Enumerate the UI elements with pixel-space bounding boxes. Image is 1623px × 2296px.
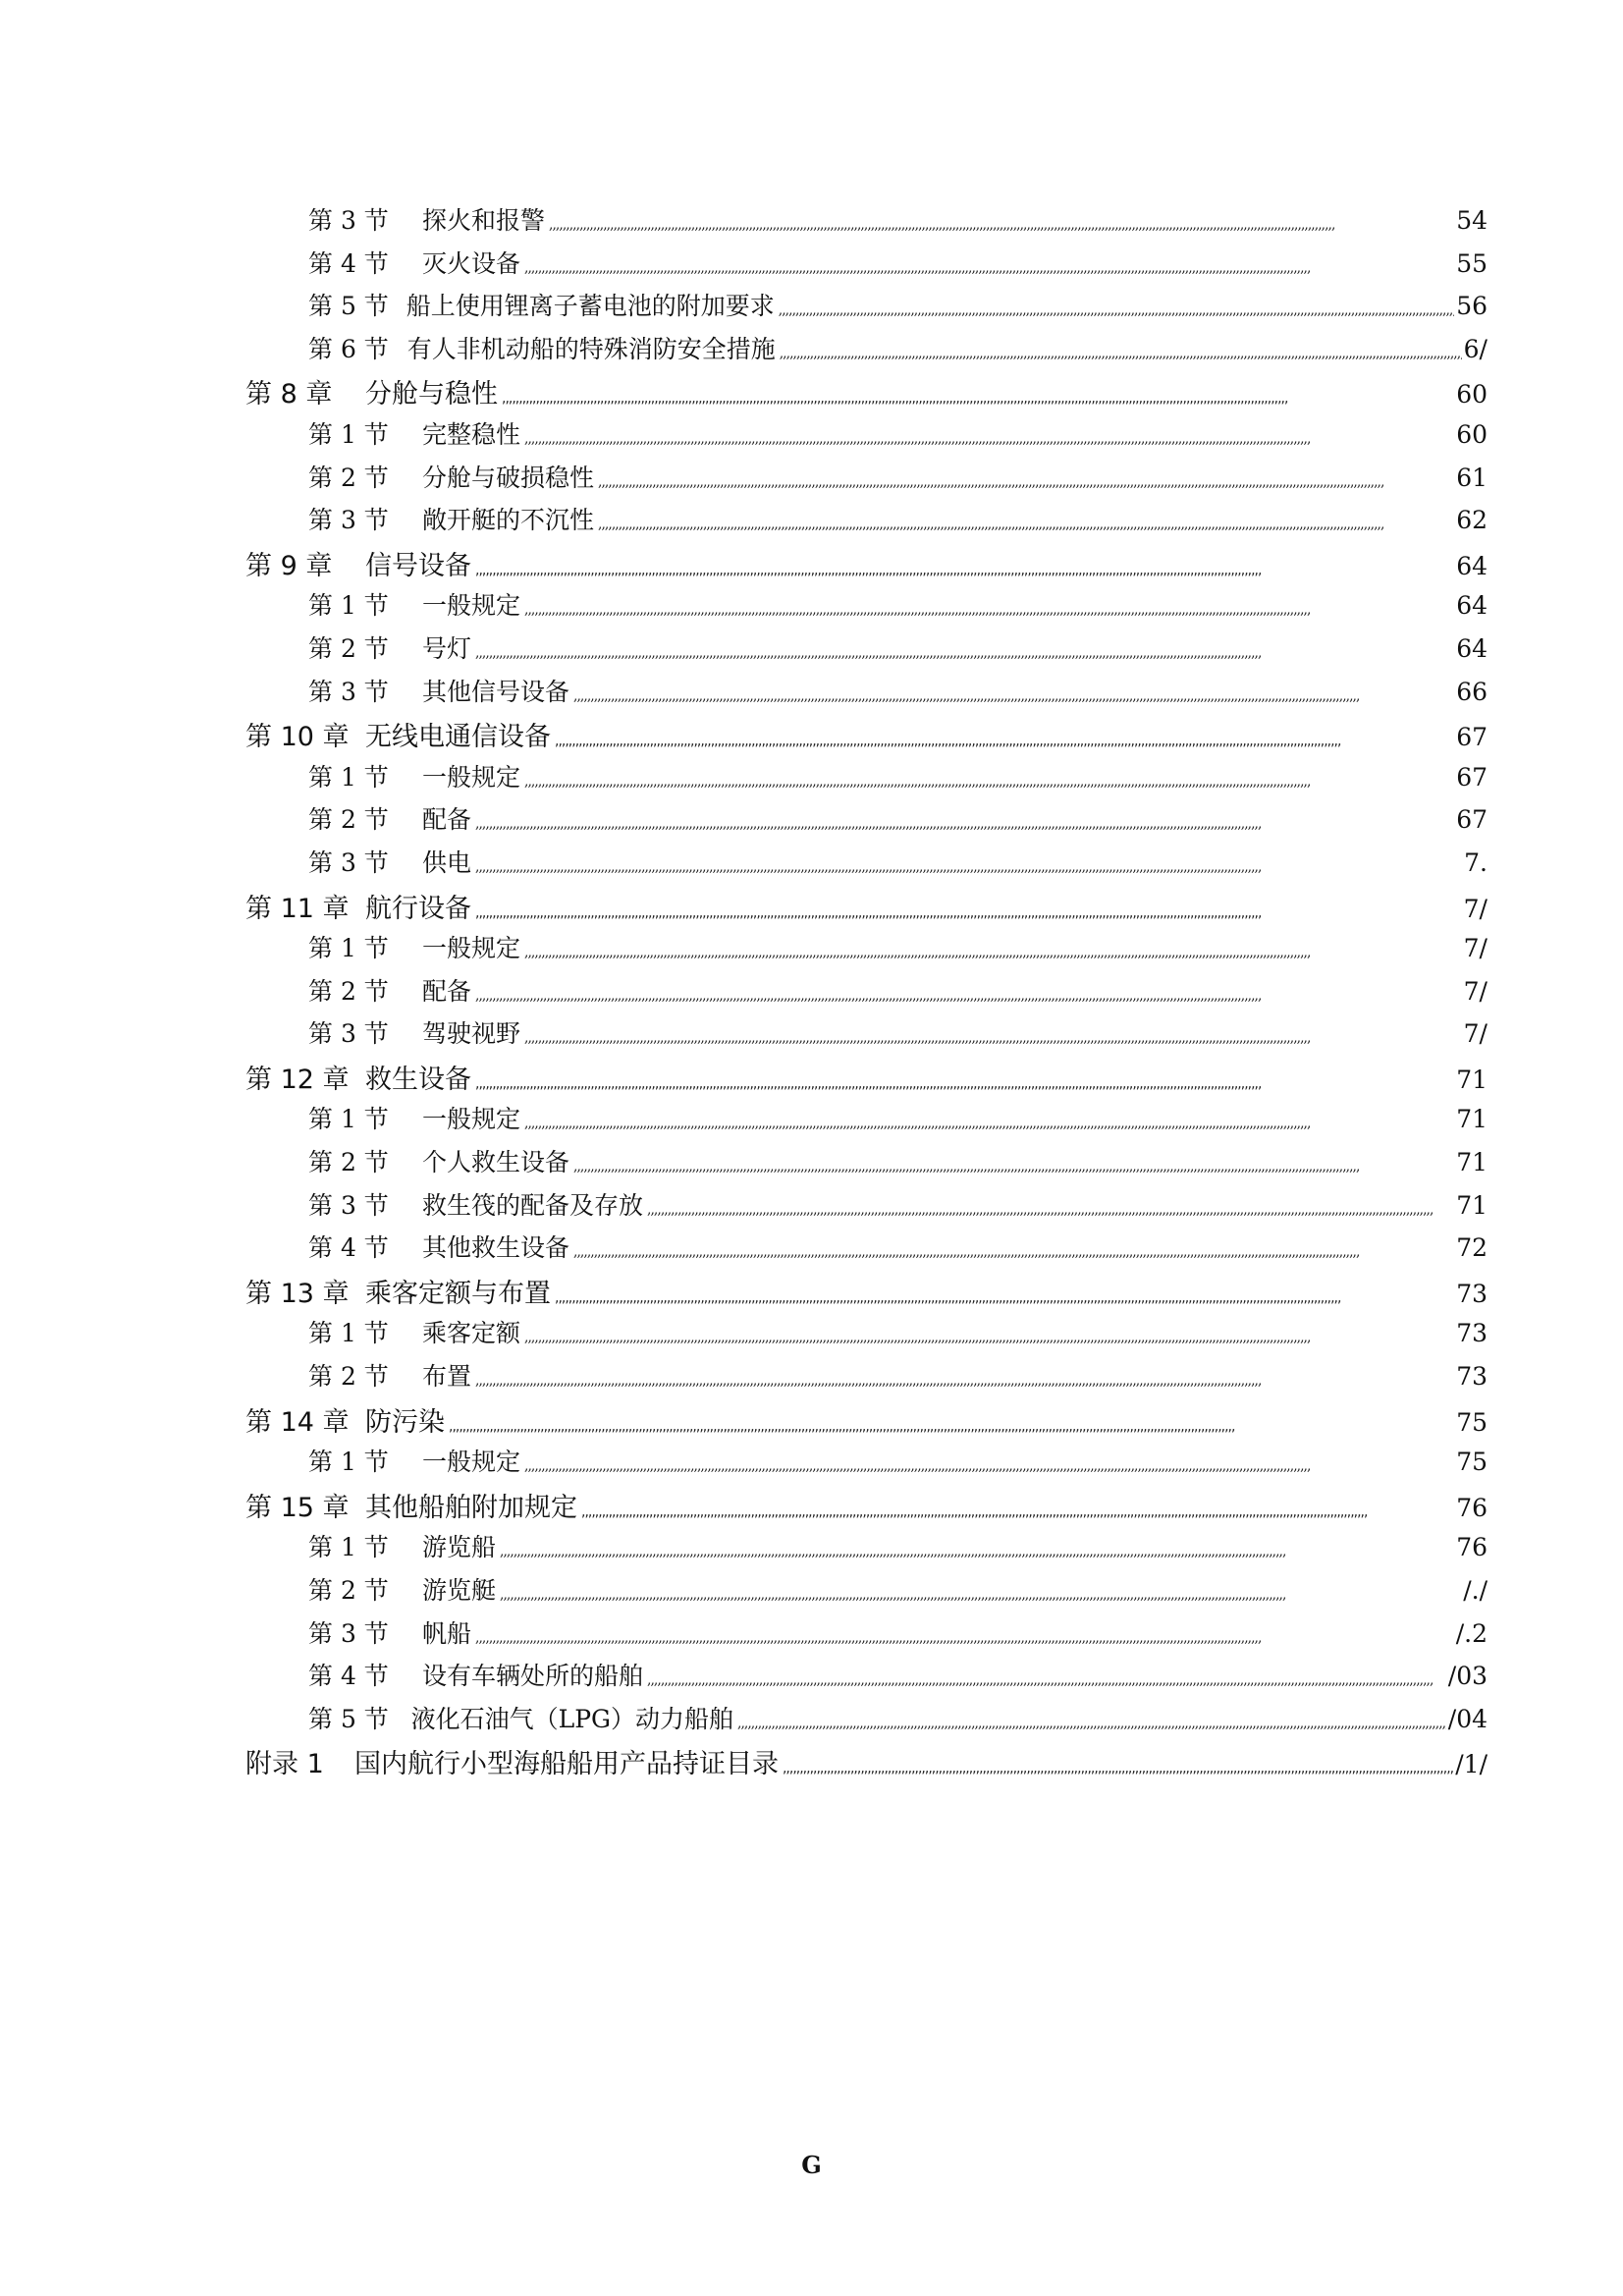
toc-entry-page: /04: [1447, 1704, 1488, 1733]
toc-chapter-row[interactable]: [245, 1486, 1488, 1529]
toc-dot-leader: [524, 1330, 1454, 1345]
toc-entry-title: 探火和报警: [422, 206, 546, 235]
toc-chapter-row[interactable]: [245, 1272, 1488, 1315]
toc-entry-number: 第 1 节: [308, 1105, 389, 1134]
toc-entry-title: 一般规定: [422, 591, 521, 621]
toc-dot-leader: [502, 391, 1454, 407]
toc-section-row[interactable]: [245, 1571, 1488, 1614]
toc-entry-number: 第 3 节: [308, 1019, 389, 1049]
toc-dot-leader: [475, 563, 1454, 578]
toc-entry-title: 供电: [422, 847, 472, 877]
toc-dot-leader: [500, 1544, 1454, 1559]
toc-entry-title: 个人救生设备: [422, 1148, 570, 1177]
toc-entry-title: 船上使用锂离子蓄电池的附加要求: [406, 292, 775, 321]
toc-entry-page: 62: [1456, 506, 1488, 535]
toc-dot-leader: [647, 1202, 1454, 1218]
toc-entry-number: 第 2 节: [308, 463, 389, 492]
toc-entry-title: 其他船舶附加规定: [365, 1492, 577, 1523]
toc-entry-title: 灭火设备: [422, 248, 521, 278]
toc-entry-page: 67: [1456, 805, 1488, 835]
toc-dot-leader: [549, 217, 1454, 233]
toc-entry-title: 驾驶视野: [422, 1019, 521, 1049]
toc-entry-title: 乘客定额与布置: [365, 1278, 551, 1309]
toc-entry-title: 国内航行小型海船船用产品持证目录: [353, 1749, 779, 1780]
toc-dot-leader: [779, 302, 1454, 318]
toc-entry-title: 分舱与破损稳性: [422, 463, 595, 492]
toc-dot-leader: [555, 1290, 1454, 1306]
toc-entry-number: 第 3 节: [308, 206, 389, 235]
toc-entry-title: 救生设备: [365, 1064, 471, 1095]
toc-dot-leader: [573, 1244, 1454, 1260]
toc-section-row[interactable]: [245, 1100, 1488, 1143]
toc-entry-number: 第 2 节: [308, 1148, 389, 1177]
toc-entry-title: 航行设备: [365, 893, 471, 924]
toc-dot-leader: [598, 474, 1454, 490]
toc-appendix-row[interactable]: [245, 1742, 1488, 1785]
toc-entry-number: 第 14 章: [245, 1406, 350, 1438]
toc-entry-number: 第 1 节: [308, 934, 389, 963]
toc-section-row[interactable]: [245, 972, 1488, 1015]
toc-dot-leader: [524, 602, 1454, 618]
toc-dot-leader: [524, 431, 1454, 447]
toc-entry-number: 第 1 节: [308, 1533, 389, 1562]
toc-entry-title: 有人非机动船的特殊消防安全措施: [406, 334, 776, 363]
toc-section-row[interactable]: [245, 629, 1488, 673]
toc-entry-number: 第 2 节: [308, 1576, 389, 1605]
toc-dot-leader: [647, 1672, 1446, 1688]
toc-entry-number: 第 3 节: [308, 847, 389, 877]
toc-entry-page: /./: [1463, 1576, 1488, 1605]
toc-dot-leader: [524, 774, 1454, 790]
toc-entry-number: 第 4 节: [308, 1662, 389, 1691]
toc-entry-page: 54: [1456, 206, 1488, 235]
toc-entry-title: 游览艇: [422, 1576, 497, 1605]
toc-section-row[interactable]: [245, 287, 1488, 330]
toc-entry-title: 设有车辆处所的船舶: [422, 1662, 644, 1691]
toc-entry-page: 7/: [1463, 894, 1488, 923]
toc-chapter-row[interactable]: [245, 715, 1488, 758]
toc-entry-title: 游览船: [422, 1533, 497, 1562]
toc-section-row[interactable]: [245, 1700, 1488, 1743]
toc-dot-leader: [475, 1076, 1454, 1092]
toc-section-row[interactable]: [245, 1014, 1488, 1058]
toc-entry-title: 分舱与稳性: [365, 379, 498, 410]
toc-dot-leader: [783, 1761, 1453, 1777]
toc-dot-leader: [524, 1116, 1454, 1131]
toc-entry-page: 75: [1456, 1407, 1488, 1437]
toc-section-row[interactable]: [245, 1229, 1488, 1272]
toc-entry-page: 73: [1456, 1279, 1488, 1308]
toc-dot-leader: [737, 1716, 1446, 1731]
toc-section-row[interactable]: [245, 415, 1488, 459]
toc-entry-number: 第 1 节: [308, 591, 389, 621]
toc-dot-leader: [475, 1373, 1454, 1389]
table-of-contents: [245, 201, 1488, 1785]
toc-entry-page: 7/: [1463, 976, 1488, 1006]
toc-entry-page: 56: [1456, 292, 1488, 321]
toc-entry-page: /1/: [1455, 1750, 1488, 1779]
toc-entry-number: 第 12 章: [245, 1064, 350, 1095]
toc-entry-page: 60: [1456, 419, 1488, 449]
toc-chapter-row[interactable]: [245, 372, 1488, 415]
toc-entry-title: 配备: [422, 976, 472, 1006]
toc-dot-leader: [475, 645, 1454, 661]
toc-entry-title: 一般规定: [422, 934, 521, 963]
toc-entry-number: 附录 1: [245, 1749, 324, 1780]
toc-entry-page: 67: [1456, 762, 1488, 792]
toc-entry-title: 液化石油气（LPG）动力船舶: [410, 1704, 733, 1733]
toc-chapter-row[interactable]: [245, 1400, 1488, 1444]
toc-entry-page: 7.: [1464, 847, 1488, 877]
toc-dot-leader: [573, 688, 1454, 704]
toc-section-row[interactable]: [245, 929, 1488, 972]
toc-entry-title: 防污染: [365, 1406, 445, 1438]
toc-entry-page: 73: [1456, 1362, 1488, 1392]
toc-section-row[interactable]: [245, 1143, 1488, 1186]
toc-entry-number: 第 2 节: [308, 805, 389, 835]
toc-entry-page: 55: [1456, 248, 1488, 278]
toc-entry-number: 第 2 节: [308, 976, 389, 1006]
toc-section-row[interactable]: [245, 1186, 1488, 1230]
toc-section-row[interactable]: [245, 800, 1488, 844]
toc-entry-page: 7/: [1463, 1019, 1488, 1049]
toc-entry-number: 第 10 章: [245, 722, 350, 753]
toc-section-row[interactable]: [245, 245, 1488, 288]
toc-section-row[interactable]: [245, 459, 1488, 502]
toc-entry-title: 完整稳性: [422, 419, 521, 449]
toc-entry-page: /03: [1447, 1662, 1488, 1691]
toc-section-row[interactable]: [245, 1528, 1488, 1571]
toc-dot-leader: [524, 1030, 1462, 1046]
toc-dot-leader: [475, 1630, 1454, 1646]
toc-entry-title: 无线电通信设备: [365, 722, 551, 753]
toc-entry-number: 第 5 节: [308, 1704, 389, 1733]
toc-entry-page: 75: [1456, 1448, 1488, 1477]
page-number: G: [801, 2151, 822, 2179]
toc-section-row[interactable]: [245, 501, 1488, 544]
toc-entry-number: 第 1 节: [308, 419, 389, 449]
toc-entry-page: 71: [1456, 1190, 1488, 1220]
toc-entry-number: 第 13 章: [245, 1278, 350, 1309]
toc-entry-title: 其他信号设备: [422, 677, 570, 706]
toc-entry-page: 64: [1456, 551, 1488, 580]
toc-entry-page: 61: [1456, 463, 1488, 492]
toc-entry-page: 71: [1456, 1105, 1488, 1134]
toc-entry-number: 第 11 章: [245, 893, 350, 924]
toc-entry-title: 配备: [422, 805, 472, 835]
toc-dot-leader: [475, 816, 1454, 832]
toc-section-row[interactable]: [245, 586, 1488, 629]
toc-dot-leader: [598, 517, 1454, 532]
toc-dot-leader: [780, 346, 1462, 361]
toc-entry-number: 第 4 节: [308, 1233, 389, 1263]
toc-entry-page: 66: [1456, 677, 1488, 706]
toc-dot-leader: [475, 905, 1462, 921]
toc-entry-number: 第 15 章: [245, 1492, 350, 1523]
toc-dot-leader: [524, 260, 1454, 276]
toc-entry-title: 信号设备: [365, 550, 471, 581]
toc-entry-number: 第 2 节: [308, 1362, 389, 1392]
toc-entry-number: 第 5 节: [308, 292, 389, 321]
toc-section-row[interactable]: [245, 1314, 1488, 1357]
toc-entry-number: 第 3 节: [308, 1618, 389, 1648]
toc-chapter-row[interactable]: [245, 1058, 1488, 1101]
toc-dot-leader: [524, 1458, 1454, 1474]
toc-dot-leader: [500, 1587, 1461, 1603]
toc-entry-page: /.2: [1455, 1618, 1488, 1648]
toc-entry-page: 60: [1456, 380, 1488, 410]
toc-entry-title: 布置: [422, 1362, 472, 1392]
toc-entry-number: 第 3 节: [308, 677, 389, 706]
toc-section-row[interactable]: [245, 330, 1488, 373]
toc-entry-page: 64: [1456, 591, 1488, 621]
toc-entry-number: 第 1 节: [308, 1319, 389, 1348]
toc-entry-page: 6/: [1463, 334, 1488, 363]
toc-dot-leader: [581, 1504, 1454, 1520]
toc-section-row[interactable]: [245, 1657, 1488, 1700]
toc-dot-leader: [555, 734, 1454, 749]
toc-entry-title: 一般规定: [422, 762, 521, 792]
toc-entry-number: 第 9 章: [245, 550, 333, 581]
toc-entry-page: 64: [1456, 633, 1488, 663]
toc-entry-number: 第 4 节: [308, 248, 389, 278]
toc-entry-page: 71: [1456, 1065, 1488, 1094]
toc-entry-title: 救生筏的配备及存放: [422, 1190, 644, 1220]
toc-entry-number: 第 1 节: [308, 762, 389, 792]
toc-section-row[interactable]: [245, 1357, 1488, 1400]
toc-entry-title: 敞开艇的不沉性: [422, 506, 595, 535]
toc-entry-number: 第 3 节: [308, 506, 389, 535]
toc-dot-leader: [475, 988, 1462, 1004]
toc-entry-title: 一般规定: [422, 1105, 521, 1134]
toc-section-row[interactable]: [245, 758, 1488, 801]
toc-entry-title: 一般规定: [422, 1448, 521, 1477]
toc-entry-number: 第 8 章: [245, 379, 333, 410]
toc-entry-page: 71: [1456, 1148, 1488, 1177]
toc-section-row[interactable]: [245, 673, 1488, 716]
toc-entry-number: 第 2 节: [308, 633, 389, 663]
toc-entry-page: 7/: [1463, 934, 1488, 963]
toc-section-row[interactable]: [245, 1443, 1488, 1486]
toc-entry-number: 第 6 节: [308, 334, 389, 363]
toc-dot-leader: [573, 1159, 1454, 1175]
toc-entry-page: 72: [1456, 1233, 1488, 1263]
toc-entry-page: 73: [1456, 1319, 1488, 1348]
toc-entry-title: 号灯: [422, 633, 472, 663]
toc-dot-leader: [524, 945, 1462, 960]
toc-dot-leader: [475, 859, 1462, 875]
toc-entry-page: 76: [1456, 1533, 1488, 1562]
toc-section-row[interactable]: [245, 1614, 1488, 1658]
toc-entry-page: 67: [1456, 723, 1488, 752]
toc-dot-leader: [449, 1419, 1454, 1435]
toc-entry-title: 帆船: [422, 1618, 472, 1648]
toc-chapter-row[interactable]: [245, 544, 1488, 587]
toc-section-row[interactable]: [245, 844, 1488, 887]
toc-chapter-row[interactable]: [245, 887, 1488, 930]
toc-entry-title: 其他救生设备: [422, 1233, 570, 1263]
toc-entry-page: 76: [1456, 1493, 1488, 1522]
toc-entry-number: 第 3 节: [308, 1190, 389, 1220]
toc-section-row[interactable]: [245, 201, 1488, 245]
toc-entry-number: 第 1 节: [308, 1448, 389, 1477]
toc-entry-title: 乘客定额: [422, 1319, 521, 1348]
